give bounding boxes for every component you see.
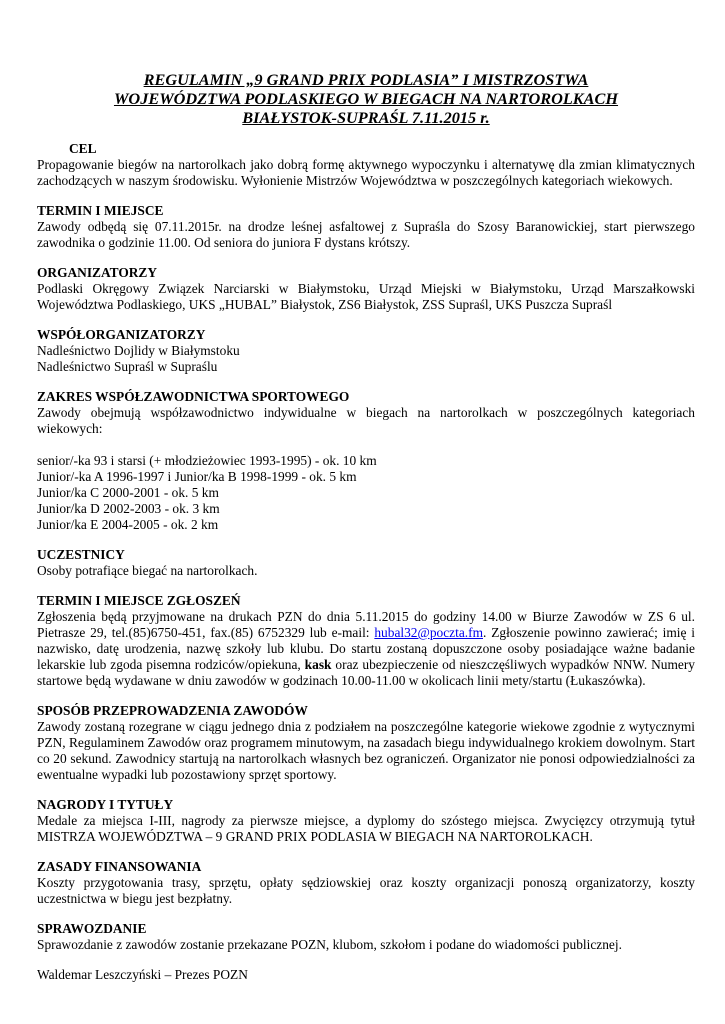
category-line: senior/-ka 93 i starsi (+ młodzieżowiec 1993-1995) - ok. 10 km [37,453,377,468]
section-text-nagrody: Medale za miejsca I-III, nagrody za pierwsze miejsce, a dyplomy do szóstego miejsca. Zwycięzcy otrzymują tytuł MISTRZA WOJEWÓDZTWA – 9 GRAND PRIX PODLASIA W BIEGACH NA NARTOROLKACH. [37,813,695,844]
category-line: Junior/ka E 2004-2005 - ok. 2 km [37,517,219,532]
document-title [37,70,695,127]
section-heading-sprawozdanie: SPRAWOZDANIE [37,921,147,936]
section-heading-finansowanie: ZASADY FINANSOWANIA [37,859,202,874]
section-wspolorganizatorzy [37,327,695,375]
section-organizatorzy [37,265,695,313]
co-organizer-line: Nadleśnictwo Dojlidy w Białymstoku [37,343,240,358]
section-text-uczestnicy: Osoby potrafiące biegać na nartorolkach. [37,563,258,578]
signature: Waldemar Leszczyński – Prezes POZN [37,967,248,982]
section-heading-cel: CEL [69,141,97,156]
section-heading-termin: TERMIN I MIEJSCE [37,203,164,218]
section-cel [37,141,695,189]
section-nagrody [37,797,695,845]
registration-text-part: . Zgłoszenie powinno zawierać; imię i nazwisko, datę urodzenia, nazwę szkoły lub klubu. Do startu zostaną dopuszczone osoby posiadające ważne badanie lekarskie lub zgoda pisemna rodziców/opiekuna, [37,625,695,672]
section-termin [37,203,695,251]
section-text-termin: Zawody odbędą się 07.11.2015r. na drodze leśnej asfaltowej z Supraśla do Szosy Baranowickiej, start pierwszego zawodnika o godzinie 11.00. Od seniora do juniora F dystans krótszy. [37,219,695,250]
co-organizer-line: Nadleśnictwo Supraśl w Supraślu [37,359,218,374]
category-line: Junior/ka C 2000-2001 - ok. 5 km [37,485,219,500]
registration-text-part: Zgłoszenia będą przyjmowane na drukach PZN do dnia 5.11.2015 do godziny 14.00 w Biurze Zawodów w ZS 6 ul. Pietrasze 29, tel.(85)6750-451, fax.(85) 6752329 lub e-mail: [37,609,695,640]
category-line: Junior/ka D 2002-2003 - ok. 3 km [37,501,220,516]
section-text-zakres: Zawody obejmują współzawodnictwo indywidualne w biegach na nartorolkach w poszczególnych kategoriach wiekowych: [37,405,695,436]
section-text-sprawozdanie: Sprawozdanie z zawodów zostanie przekazane POZN, klubom, szkołom i podane do wiadomości publicznej. [37,937,622,952]
title-line-1: REGULAMIN „9 GRAND PRIX PODLASIA” I MISTRZOSTWA [143,70,589,89]
helmet-bold-word: kask [304,657,332,672]
section-heading-organizatorzy: ORGANIZATORZY [37,265,158,280]
registration-text-part: oraz ubezpieczenie od nieszczęśliwych wypadków NNW. Numery startowe będą wydawane w dniu zawodów w godzinach 10.00-11.00 w okolicach linii mety/startu (Łukaszówka). [37,657,695,688]
section-finansowanie [37,859,695,907]
section-sprawozdanie [37,921,695,953]
section-sposob [37,703,695,783]
section-heading-wspolorganizatorzy: WSPÓŁORGANIZATORZY [37,327,206,342]
title-line-2: WOJEWÓDZTWA PODLASKIEGO W BIEGACH NA NARTOROLKACH [113,89,619,108]
section-zakres [37,389,695,533]
category-line: Junior/-ka A 1996-1997 i Junior/ka B 1998-1999 - ok. 5 km [37,469,357,484]
section-text-cel: Propagowanie biegów na nartorolkach jako dobrą formę aktywnego wypoczynku i alternatywę dla zmian klimatycznych zachodzących w naszym środowisku. Wyłonienie Mistrzów Województwa w poszczególnych kategoriach wiekowych. [37,157,695,188]
section-zgloszenia [37,593,695,689]
section-text-zgloszenia [37,609,695,689]
section-text-sposob: Zawody zostaną rozegrane w ciągu jednego dnia z podziałem na poszczególne kategorie wiekowe zgodnie z wytycznymi PZN, Regulaminem Zawodów oraz programem minutowym, na zasadach biegu indywidualnego krokiem dowolnym. Start co 20 sekund. Zawodnicy startują na nartorolkach własnych bez ograniczeń. Organizator nie ponosi odpowiedzialności za ewentualne wypadki lub pozostawiony sprzęt sportowy. [37,719,695,782]
section-text-finansowanie: Koszty przygotowania trasy, sprzętu, opłaty sędziowskiej oraz koszty organizacji ponoszą organizatorzy, koszty uczestnictwa w biegu jest bezpłatny. [37,875,695,906]
section-heading-uczestnicy: UCZESTNICY [37,547,125,562]
section-text-organizatorzy: Podlaski Okręgowy Związek Narciarski w Białymstoku, Urząd Miejski w Białymstoku, Urząd Marszałkowski Województwa Podlaskiego, UKS „HUBAL” Białystok, ZS6 Białystok, ZSS Supraśl, UKS Puszcza Supraśl [37,281,695,312]
email-link[interactable]: hubal32@poczta.fm [374,625,483,640]
section-heading-zgloszenia: TERMIN I MIEJSCE ZGŁOSZEŃ [37,593,241,608]
section-heading-sposob: SPOSÓB PRZEPROWADZENIA ZAWODÓW [37,703,308,718]
section-uczestnicy [37,547,695,579]
section-heading-zakres: ZAKRES WSPÓŁZAWODNICTWA SPORTOWEGO [37,389,350,404]
title-line-3: BIAŁYSTOK-SUPRAŚL 7.11.2015 r. [242,108,490,127]
section-heading-nagrody: NAGRODY I TYTUŁY [37,797,174,812]
spacer [37,437,695,453]
